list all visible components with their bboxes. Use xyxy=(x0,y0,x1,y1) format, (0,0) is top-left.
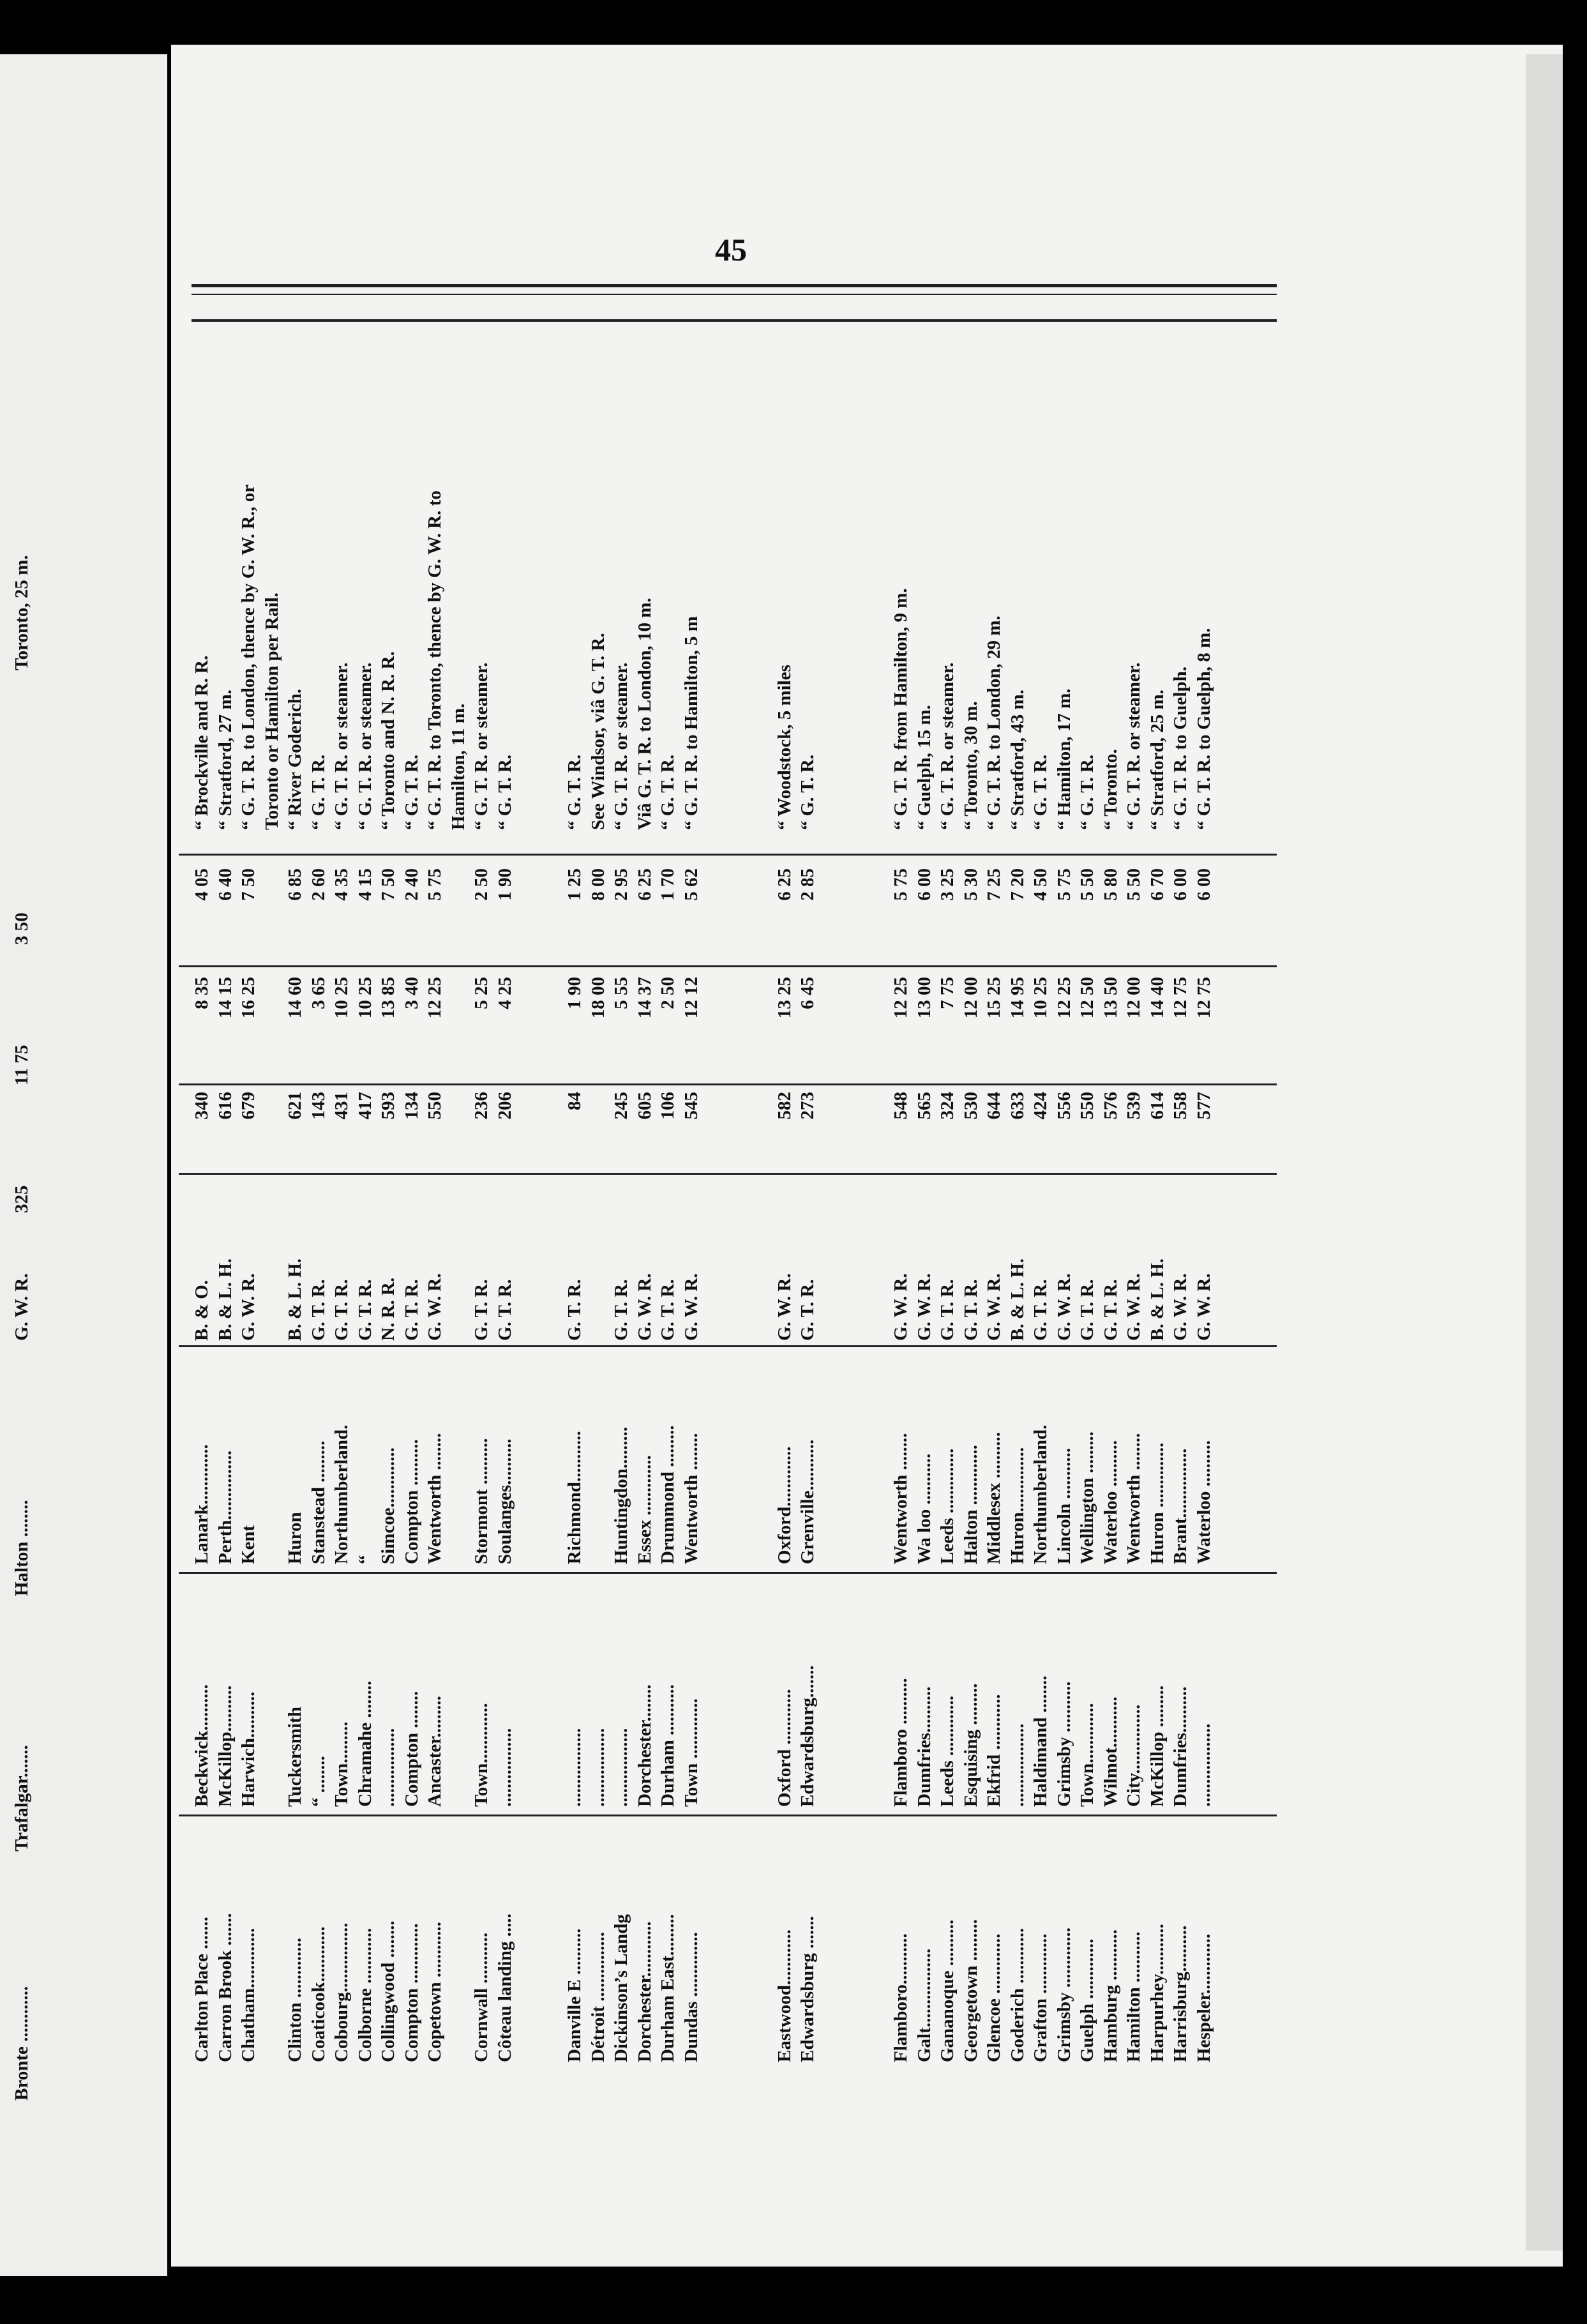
miles-cell: 633 xyxy=(1007,1092,1028,1120)
route-cell: “ Guelph, 15 m. xyxy=(914,705,935,830)
rail-cell: B. & L. H. xyxy=(285,1258,305,1341)
route-cell: “ Toronto. xyxy=(1100,749,1121,830)
fare1-cell: 3 40 xyxy=(401,977,422,1009)
route-cell: “ Hamilton, 17 m. xyxy=(1053,688,1074,830)
town-cell: ................. xyxy=(611,1728,631,1807)
rail-cell: B. & O. xyxy=(192,1279,212,1341)
fare2-cell: 1 25 xyxy=(564,868,585,901)
county-cell: Middlesex .......... xyxy=(984,1431,1004,1564)
rail-cell: G. W. R. xyxy=(914,1273,935,1341)
station-cell: Eastwood............ xyxy=(774,1929,795,2062)
miles-cell: 431 xyxy=(331,1092,352,1120)
fare2-cell: 6 25 xyxy=(634,868,655,901)
town-cell: .................. xyxy=(1007,1723,1028,1807)
county-cell: Wentworth ........ xyxy=(425,1433,445,1564)
page-edge-shadow xyxy=(1526,54,1563,2251)
route-cell: “ G. T. R. to London, 29 m. xyxy=(984,615,1004,830)
fare1-cell: 12 75 xyxy=(1170,977,1191,1019)
rail-cell: G. T. R. xyxy=(797,1279,818,1341)
miles-cell: 134 xyxy=(401,1092,422,1120)
station-cell: Guelph ............. xyxy=(1077,1938,1097,2062)
route-cell: “ G. T. R. or steamer. xyxy=(471,662,492,830)
fare2-cell: 7 50 xyxy=(238,868,259,901)
fare2-cell: 7 20 xyxy=(1007,868,1028,901)
station-cell: Carron Brook ....... xyxy=(214,1913,236,2062)
rail-cell: G. T. R. xyxy=(471,1279,492,1341)
county-cell: Compton .......... xyxy=(401,1439,422,1564)
town-cell: “ ........ xyxy=(308,1756,329,1807)
miles-cell: 106 xyxy=(658,1092,678,1120)
town-cell: Beckwick.......... xyxy=(192,1684,212,1807)
fare2-cell: 6 00 xyxy=(914,868,935,901)
rail-cell: G. W. R. xyxy=(891,1273,911,1341)
station-cell: Goderich ............ xyxy=(1007,1928,1028,2062)
county-cell: Huron .............. xyxy=(1147,1442,1168,1564)
column-divider xyxy=(179,854,1277,856)
fare2-cell: 5 50 xyxy=(1124,868,1144,901)
rail-cell: G. T. R. xyxy=(960,1279,981,1341)
rail-cell: G. W. R. xyxy=(238,1273,259,1341)
station-cell: Cornwall ........... xyxy=(471,1933,492,2062)
town-cell: Harwich.......... xyxy=(238,1691,259,1807)
route-cell: “ G. T. R. to London, thence by G. W. R., or xyxy=(238,484,259,830)
county-cell: Richmond........... xyxy=(564,1431,585,1564)
miles-cell: 577 xyxy=(1193,1092,1214,1120)
route-cell: “ G. T. R. or steamer. xyxy=(611,662,631,830)
rail-cell: G. T. R. xyxy=(1100,1279,1121,1341)
fare2-cell: 6 40 xyxy=(214,868,236,901)
town-cell: Grimsby ........... xyxy=(1053,1681,1074,1807)
town-cell: Ekfrid ............ xyxy=(984,1694,1004,1807)
station-cell: Colborne ............ xyxy=(354,1928,375,2062)
county-cell: Wa loo ........... xyxy=(914,1453,935,1564)
previous-page-text: Halton ........ xyxy=(11,1500,32,1596)
previous-page-text: Toronto, 25 m. xyxy=(11,555,32,670)
rail-cell: B. & L. H. xyxy=(1007,1258,1028,1341)
fare2-cell: 5 30 xyxy=(960,868,981,901)
fare2-cell: 8 00 xyxy=(587,868,608,901)
town-cell: ................. xyxy=(494,1728,515,1807)
station-cell: Harrisburg.......... xyxy=(1170,1925,1191,2062)
fare1-cell: 14 60 xyxy=(285,977,305,1019)
fare1-cell: 12 25 xyxy=(891,977,911,1019)
fare1-cell: 14 95 xyxy=(1007,977,1028,1019)
rail-cell: G. W. R. xyxy=(681,1273,702,1341)
town-cell: ................. xyxy=(587,1728,608,1807)
fare1-cell: 12 75 xyxy=(1193,977,1214,1019)
route-cell: “ G. T. R. xyxy=(1077,754,1097,830)
fare1-cell: 10 25 xyxy=(1030,977,1051,1019)
top-rule-thick xyxy=(192,284,1277,287)
distance-table xyxy=(192,326,1290,2062)
fare2-cell: 5 50 xyxy=(1077,868,1097,901)
station-cell: Durham East......... xyxy=(658,1913,678,2062)
rail-cell: B. & L. H. xyxy=(214,1258,236,1341)
county-cell: Northumberland. xyxy=(1030,1424,1051,1564)
route-cell: “ G. T. R. to Guelph. xyxy=(1170,667,1191,830)
fare2-cell: 2 60 xyxy=(308,868,329,901)
town-cell: .................. xyxy=(1193,1723,1214,1807)
town-cell: Ancaster......... xyxy=(425,1696,445,1807)
miles-cell: 550 xyxy=(1077,1092,1097,1120)
fare1-cell: 18 00 xyxy=(587,977,608,1019)
station-cell: Coaticook............ xyxy=(308,1926,329,2062)
town-cell: Durham ........... xyxy=(658,1684,678,1807)
miles-cell: 614 xyxy=(1147,1092,1168,1120)
miles-cell: 644 xyxy=(984,1092,1004,1120)
county-cell: “ xyxy=(354,1555,375,1564)
fare2-cell: 5 75 xyxy=(891,868,911,901)
station-cell: Chatham............. xyxy=(238,1928,259,2062)
route-cell: “ G. T. R. xyxy=(658,754,678,830)
rail-cell: G. T. R. xyxy=(937,1279,958,1341)
county-cell: Simcoe............. xyxy=(378,1447,398,1564)
county-cell: Kent xyxy=(238,1525,259,1564)
fare2-cell: 6 00 xyxy=(1170,868,1191,901)
fare2-cell: 4 05 xyxy=(192,868,212,901)
route-cell: “ G. T. R. or steamer. xyxy=(1124,662,1144,830)
top-rule-thin xyxy=(192,294,1277,295)
station-cell: Carlton Place ....... xyxy=(192,1917,212,2062)
column-divider xyxy=(179,965,1277,967)
town-cell: Oxford ............ xyxy=(774,1689,795,1807)
rail-cell: G. T. R. xyxy=(658,1279,678,1341)
route-cell: “ G. T. R. xyxy=(494,754,515,830)
town-cell: Leeds ............. xyxy=(937,1696,958,1807)
fare1-cell: 6 45 xyxy=(797,977,818,1009)
miles-cell: 556 xyxy=(1053,1092,1074,1120)
previous-page-text: 325 xyxy=(11,1185,32,1213)
town-cell: Town......... xyxy=(331,1721,352,1807)
route-cell: “ G. T. R. or steamer. xyxy=(331,662,352,830)
town-cell: Town ............. xyxy=(681,1698,702,1807)
route-cell: “ River Goderich. xyxy=(285,689,305,830)
rail-cell: G. T. R. xyxy=(1030,1279,1051,1341)
fare1-cell: 16 25 xyxy=(238,977,259,1019)
route-cell: “ Toronto and N. R. R. xyxy=(378,651,398,830)
rail-cell: G. T. R. xyxy=(331,1279,352,1341)
town-cell: Esquising ......... xyxy=(960,1683,981,1807)
station-cell: Danville E .......... xyxy=(564,1928,585,2062)
station-cell: Gananoque .......... xyxy=(937,1919,958,2062)
county-cell: Lincoln ........... xyxy=(1053,1447,1074,1564)
miles-cell: 565 xyxy=(914,1092,935,1120)
route-cell: Hamilton, 11 m. xyxy=(448,703,469,830)
fare1-cell: 13 85 xyxy=(378,977,398,1019)
fare2-cell: 5 75 xyxy=(1053,868,1074,901)
fare1-cell: 5 55 xyxy=(611,977,631,1009)
fare2-cell: 6 70 xyxy=(1147,868,1168,901)
rail-cell: G. T. R. xyxy=(401,1279,422,1341)
county-cell: Stanstead ......... xyxy=(308,1440,329,1564)
route-cell: “ G. T. R. to Guelph, 8 m. xyxy=(1193,628,1214,830)
station-cell: Collingwood ........ xyxy=(378,1920,398,2062)
county-cell: Huntingdon......... xyxy=(611,1426,631,1564)
station-cell: Côteau landing ..... xyxy=(494,1913,515,2062)
fare2-cell: 2 50 xyxy=(471,868,492,901)
county-cell: Grenville........... xyxy=(797,1439,818,1564)
station-cell: Glencoe ............. xyxy=(984,1933,1004,2062)
rail-cell: G. W. R. xyxy=(774,1273,795,1341)
station-cell: Hamilton ........... xyxy=(1124,1931,1144,2062)
route-cell: See Windsor, viâ G. T. R. xyxy=(587,633,608,830)
miles-cell: 539 xyxy=(1124,1092,1144,1120)
miles-cell: 424 xyxy=(1030,1092,1051,1120)
station-cell: Edwardsburg ....... xyxy=(797,1916,818,2062)
county-cell: Leeds .............. xyxy=(937,1448,958,1564)
town-cell: City............... xyxy=(1124,1704,1144,1807)
fare2-cell: 7 25 xyxy=(984,868,1004,901)
fare1-cell: 12 25 xyxy=(1053,977,1074,1019)
fare1-cell: 13 00 xyxy=(914,977,935,1019)
route-cell: “ Stratford, 27 m. xyxy=(214,690,236,830)
fare1-cell: 12 00 xyxy=(960,977,981,1019)
county-cell: Wentworth ........ xyxy=(1124,1433,1144,1564)
town-cell: Wilmot........... xyxy=(1100,1696,1121,1807)
page-number: 45 xyxy=(715,232,747,268)
fare1-cell: 5 25 xyxy=(471,977,492,1009)
route-cell: “ G. T. R. to Hamilton, 5 m xyxy=(681,616,702,830)
fare1-cell: 12 00 xyxy=(1124,977,1144,1019)
miles-cell: 84 xyxy=(564,1092,585,1110)
rail-cell: G. W. R. xyxy=(1124,1273,1144,1341)
fare1-cell: 10 25 xyxy=(354,977,375,1019)
route-cell: “ G. T. R. or steamer. xyxy=(937,662,958,830)
rail-cell: G. W. R. xyxy=(1053,1273,1074,1341)
rail-cell: N. R. R. xyxy=(378,1277,398,1341)
town-cell: ................. xyxy=(378,1728,398,1807)
rail-cell: G. T. R. xyxy=(1077,1279,1097,1341)
route-cell: “ G. T. R. to Toronto, thence by G. W. R. to xyxy=(425,490,445,830)
county-cell: Waterloo .......... xyxy=(1100,1440,1121,1564)
town-cell: McKillop.......... xyxy=(214,1685,236,1807)
route-cell: “ G. T. R. xyxy=(1030,754,1051,830)
county-cell: Essex ............. xyxy=(634,1455,655,1564)
station-cell: Galt................. xyxy=(914,1948,935,2062)
route-cell: “ Brockville and R. R. xyxy=(192,655,212,830)
station-cell: Georgetown ......... xyxy=(960,1919,981,2062)
rail-cell: G. T. R. xyxy=(308,1279,329,1341)
route-cell: “ G. T. R. from Hamilton, 9 m. xyxy=(891,588,911,830)
county-cell: Northumberland. xyxy=(331,1424,352,1564)
county-cell: Wellington ......... xyxy=(1077,1431,1097,1564)
fare2-cell: 6 25 xyxy=(774,868,795,901)
route-cell: “ G. T. R. xyxy=(308,754,329,830)
rail-cell: B. & L. H. xyxy=(1147,1258,1168,1341)
miles-cell: 616 xyxy=(214,1092,236,1120)
miles-cell: 206 xyxy=(494,1092,515,1120)
town-cell: Dumfries.......... xyxy=(1170,1686,1191,1807)
station-cell: Grimsby ............. xyxy=(1053,1927,1074,2062)
fare2-cell: 5 75 xyxy=(425,868,445,901)
fare1-cell: 8 35 xyxy=(192,977,212,1009)
route-cell: Viâ G. T. R. to London, 10 m. xyxy=(634,598,655,830)
previous-page-text: 3 50 xyxy=(11,912,32,945)
rail-cell: G. T. R. xyxy=(354,1279,375,1341)
fare2-cell: 4 50 xyxy=(1030,868,1051,901)
fare1-cell: 12 25 xyxy=(425,977,445,1019)
county-cell: Stormont .......... xyxy=(471,1438,492,1564)
miles-cell: 550 xyxy=(425,1092,445,1120)
fare1-cell: 7 75 xyxy=(937,977,958,1009)
station-cell: Clinton ............. xyxy=(285,1938,305,2062)
county-cell: Huron.............. xyxy=(1007,1447,1028,1564)
town-cell: Town............. xyxy=(1077,1703,1097,1807)
fare2-cell: 2 85 xyxy=(797,868,818,901)
miles-cell: 417 xyxy=(354,1092,375,1120)
fare1-cell: 13 25 xyxy=(774,977,795,1019)
station-cell: Dundas .............. xyxy=(681,1932,702,2062)
rail-cell: G. W. R. xyxy=(634,1273,655,1341)
fare1-cell: 10 25 xyxy=(331,977,352,1019)
miles-cell: 530 xyxy=(960,1092,981,1120)
route-cell: “ Toronto, 30 m. xyxy=(960,701,981,830)
county-cell: Huron xyxy=(285,1512,305,1564)
county-cell: Oxford............. xyxy=(774,1446,795,1564)
miles-cell: 273 xyxy=(797,1092,818,1120)
rail-cell: G. W. R. xyxy=(1193,1273,1214,1341)
previous-page-edge xyxy=(0,54,167,2276)
station-cell: Dorchester............ xyxy=(634,1921,655,2062)
miles-cell: 245 xyxy=(611,1092,631,1120)
miles-cell: 621 xyxy=(285,1092,305,1120)
station-cell: Grafton ............. xyxy=(1030,1933,1051,2062)
fare2-cell: 3 25 xyxy=(937,868,958,901)
station-cell: Flamboro........... xyxy=(891,1933,911,2062)
county-cell: Drummond ......... xyxy=(658,1425,678,1564)
fare1-cell: 1 90 xyxy=(564,977,585,1009)
route-cell: “ Stratford, 25 m. xyxy=(1147,690,1168,830)
fare2-cell: 2 95 xyxy=(611,868,631,901)
column-divider xyxy=(179,1345,1277,1347)
fare2-cell: 1 70 xyxy=(658,868,678,901)
fare2-cell: 4 15 xyxy=(354,868,375,901)
fare2-cell: 7 50 xyxy=(378,868,398,901)
rail-cell: G. T. R. xyxy=(611,1279,631,1341)
station-cell: Copetown ............ xyxy=(425,1922,445,2062)
station-cell: Détroit ............... xyxy=(587,1931,608,2062)
rail-cell: G. W. R. xyxy=(984,1273,1004,1341)
miles-cell: 340 xyxy=(192,1092,212,1120)
county-cell: Wentworth ........ xyxy=(891,1433,911,1564)
town-cell: Dorchester........ xyxy=(634,1684,655,1807)
previous-page-text: 11 75 xyxy=(11,1045,32,1085)
station-cell: Harpurhey........... xyxy=(1147,1924,1168,2062)
fare1-cell: 13 50 xyxy=(1100,977,1121,1019)
town-cell: Tuckersmith xyxy=(285,1707,305,1807)
fare1-cell: 14 15 xyxy=(214,977,236,1019)
town-cell: McKillop ......... xyxy=(1147,1685,1168,1807)
column-divider xyxy=(179,1815,1277,1816)
town-cell: Dumfries.......... xyxy=(914,1686,935,1807)
fare2-cell: 5 62 xyxy=(681,868,702,901)
county-cell: Perth............... xyxy=(214,1451,236,1564)
fare1-cell: 15 25 xyxy=(984,977,1004,1019)
rail-cell: G. T. R. xyxy=(494,1279,515,1341)
county-cell: Brant............... xyxy=(1170,1448,1191,1564)
station-cell: Hamburg ........... xyxy=(1100,1929,1121,2062)
fare2-cell: 1 90 xyxy=(494,868,515,901)
route-cell: “ G. T. R. xyxy=(797,754,818,830)
route-cell: Toronto or Hamilton per Rail. xyxy=(261,592,282,830)
miles-cell: 679 xyxy=(238,1092,259,1120)
county-cell: Wentworth ........ xyxy=(681,1433,702,1564)
miles-cell: 605 xyxy=(634,1092,655,1120)
miles-cell: 143 xyxy=(308,1092,329,1120)
miles-cell: 548 xyxy=(891,1092,911,1120)
miles-cell: 324 xyxy=(937,1092,958,1120)
previous-page-text: G. W. R. xyxy=(11,1273,32,1341)
column-divider xyxy=(179,1572,1277,1574)
town-cell: Chramahe ........ xyxy=(354,1680,375,1807)
miles-cell: 593 xyxy=(378,1092,398,1120)
previous-page-text: Bronte ............ xyxy=(11,1986,32,2101)
column-divider xyxy=(179,1173,1277,1175)
route-cell: “ Woodstock, 5 miles xyxy=(774,665,795,830)
fare1-cell: 14 40 xyxy=(1147,977,1168,1019)
miles-cell: 576 xyxy=(1100,1092,1121,1120)
previous-page-text: Trafalgar....... xyxy=(11,1745,32,1852)
station-cell: Dickinson’s Landg xyxy=(611,1914,631,2062)
fare1-cell: 14 37 xyxy=(634,977,655,1019)
town-cell: Haldimand ........ xyxy=(1030,1675,1051,1807)
miles-cell: 558 xyxy=(1170,1092,1191,1120)
fare1-cell: 12 12 xyxy=(681,977,702,1019)
county-cell: Waterloo .......... xyxy=(1193,1440,1214,1564)
fare2-cell: 6 85 xyxy=(285,868,305,901)
rail-cell: G. W. R. xyxy=(1170,1273,1191,1341)
column-divider xyxy=(179,1083,1277,1085)
fare1-cell: 3 65 xyxy=(308,977,329,1009)
fare2-cell: 6 00 xyxy=(1193,868,1214,901)
miles-cell: 582 xyxy=(774,1092,795,1120)
station-cell: Cobourg............... xyxy=(331,1922,352,2062)
town-cell: Edwardsburg....... xyxy=(797,1665,818,1807)
route-cell: “ Stratford, 43 m. xyxy=(1007,690,1028,830)
station-cell: Hespeler............. xyxy=(1193,1933,1214,2062)
rail-cell: G. T. R. xyxy=(564,1279,585,1341)
route-cell: “ G. T. R. xyxy=(564,754,585,830)
miles-cell: 236 xyxy=(471,1092,492,1120)
county-cell: Soulanges.......... xyxy=(494,1438,515,1564)
fare2-cell: 5 80 xyxy=(1100,868,1121,901)
fare1-cell: 2 50 xyxy=(658,977,678,1009)
county-cell: Halton ............. xyxy=(960,1445,981,1564)
fare1-cell: 12 50 xyxy=(1077,977,1097,1019)
county-cell: Lanark............. xyxy=(192,1444,212,1564)
miles-cell: 545 xyxy=(681,1092,702,1120)
town-cell: ................. xyxy=(564,1728,585,1807)
rail-cell: G. W. R. xyxy=(425,1273,445,1341)
route-cell: “ G. T. R. xyxy=(401,754,422,830)
town-cell: Town............. xyxy=(471,1703,492,1807)
fare2-cell: 4 35 xyxy=(331,868,352,901)
station-cell: Compton ............. xyxy=(401,1923,422,2062)
fare1-cell: 4 25 xyxy=(494,977,515,1009)
route-cell: “ G. T. R. or steamer. xyxy=(354,662,375,830)
fare2-cell: 2 40 xyxy=(401,868,422,901)
town-cell: Compton ........ xyxy=(401,1691,422,1807)
town-cell: Flamboro .......... xyxy=(891,1678,911,1807)
